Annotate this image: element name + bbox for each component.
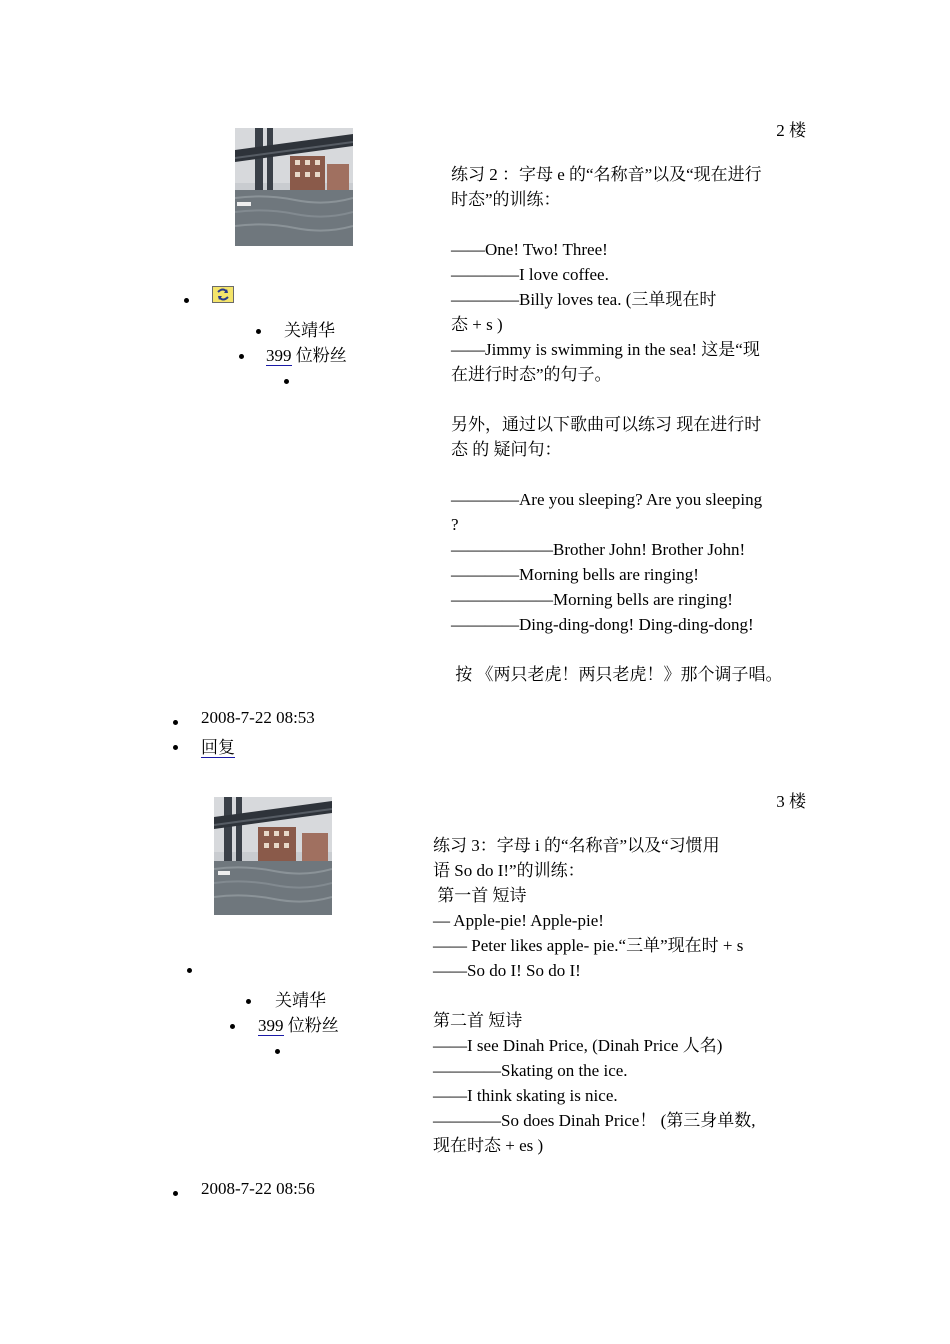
list-bullet — [173, 745, 178, 750]
list-bullet — [246, 999, 251, 1004]
content-line: —— Peter likes apple- pie.“三单”现在时 + s — [433, 936, 744, 955]
content-line: 态 的 疑问句： — [451, 440, 562, 459]
content-line: 在进行时态”的句子。 — [451, 365, 612, 384]
content-line: — Apple-pie! Apple-pie! — [433, 911, 604, 930]
post-timestamp: 2008-7-22 08:56 — [201, 1179, 315, 1198]
fans-info — [258, 1011, 339, 1036]
list-bullet — [256, 329, 261, 334]
content-line: ————Skating on the ice. — [433, 1061, 628, 1080]
content-line: ——————Morning bells are ringing! — [451, 590, 733, 609]
content-line: 练习 2 ：字母 e 的“名称音”以及“现在进行 — [451, 165, 762, 184]
content-line: ————Ding-ding-dong! Ding-ding-dong! — [451, 615, 754, 634]
content-line: ——Jimmy is swimming in the sea! 这是“现 — [451, 340, 760, 359]
content-line: 语 So do I!”的训练： — [433, 861, 585, 880]
fans-count-link[interactable]: 399 — [258, 1016, 284, 1035]
list-bullet — [184, 298, 189, 303]
content-line: ——I see Dinah Price, (Dinah Price 人名) — [433, 1036, 723, 1055]
content-line: 按 《两只老虎！两只老虎！》那个调子唱。 — [451, 665, 783, 684]
floor-label: 3 楼 — [776, 792, 806, 811]
content-line: 第一首 短诗 — [433, 886, 527, 905]
user-avatar[interactable] — [235, 128, 353, 246]
content-line: 时态”的训练： — [451, 190, 561, 209]
author-name[interactable]: 关靖华 — [284, 321, 335, 340]
list-bullet — [239, 354, 244, 359]
list-bullet — [230, 1024, 235, 1029]
list-bullet — [173, 720, 178, 725]
content-line: ————Morning bells are ringing! — [451, 565, 699, 584]
fans-count-link[interactable]: 399 — [266, 346, 292, 365]
refresh-badge-icon — [212, 286, 232, 302]
post-timestamp: 2008-7-22 08:53 — [201, 708, 315, 727]
reply-link-wrap — [201, 733, 235, 758]
content-line: 现在时态 + es ) — [433, 1136, 544, 1155]
floor-label: 2 楼 — [776, 121, 806, 140]
reply-link[interactable]: 回复 — [201, 738, 235, 757]
content-line: ? — [451, 515, 459, 534]
content-line: 态 + s ) — [451, 315, 503, 334]
list-bullet — [187, 968, 192, 973]
list-bullet — [275, 1049, 280, 1054]
content-line: ——So do I! So do I! — [433, 961, 581, 980]
content-line: ————So does Dinah Price！ (第三身单数, — [433, 1111, 756, 1130]
bridge-photo-avatar-icon — [235, 128, 353, 246]
list-bullet — [284, 379, 289, 384]
fans-info — [266, 341, 347, 366]
content-line: 练习 3：字母 i 的“名称音”以及“习惯用 — [433, 836, 720, 855]
content-line: 第二首 短诗 — [433, 1011, 523, 1030]
user-avatar[interactable] — [214, 797, 332, 915]
content-line: ——————Brother John! Brother John! — [451, 540, 746, 559]
author-name[interactable]: 关靖华 — [275, 991, 326, 1010]
content-line: 另外，通过以下歌曲可以练习 现在进行时 — [451, 415, 762, 434]
content-line: ————Billy loves tea. (三单现在时 — [451, 290, 717, 309]
content-line: ——One! Two! Three! — [451, 240, 608, 259]
content-line: ————Are you sleeping? Are you sleeping — [451, 490, 763, 509]
fans-suffix: 位粉丝 — [291, 346, 347, 365]
fans-suffix: 位粉丝 — [283, 1016, 339, 1035]
content-line: ——I think skating is nice. — [433, 1086, 618, 1105]
list-bullet — [173, 1191, 178, 1196]
bridge-photo-avatar-icon — [214, 797, 332, 915]
content-line: ————I love coffee. — [451, 265, 609, 284]
